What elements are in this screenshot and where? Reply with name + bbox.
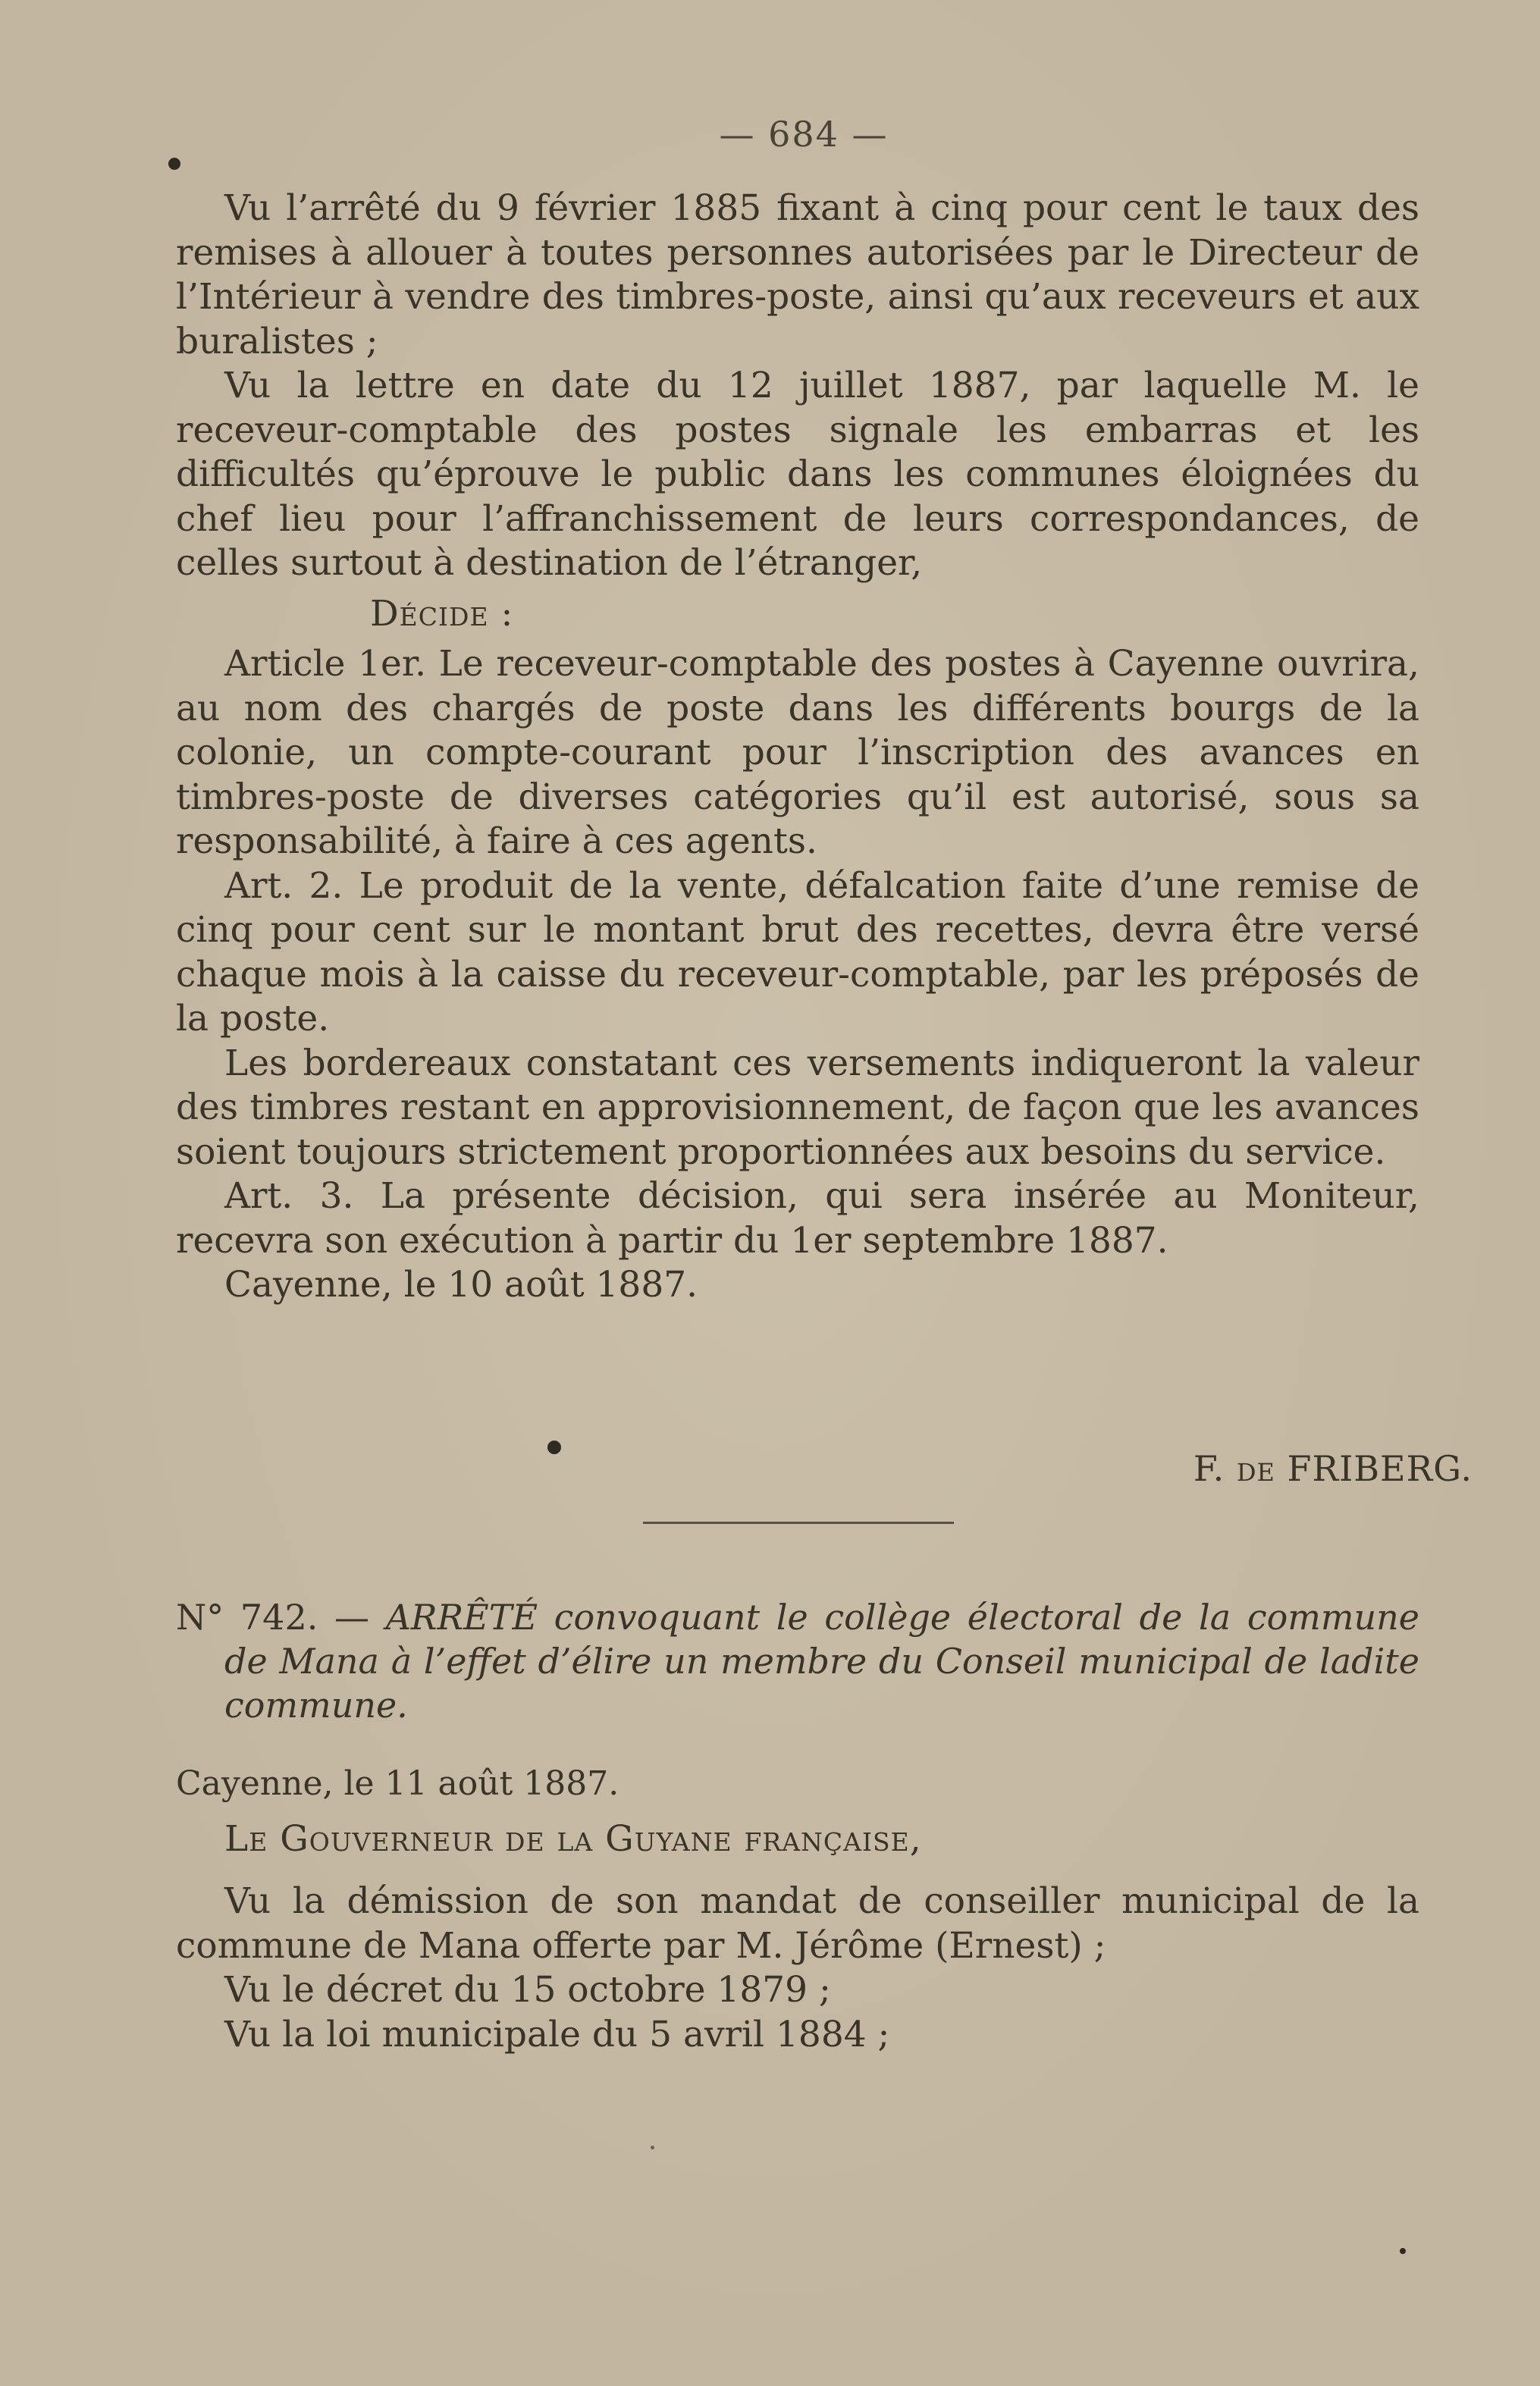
section-divider — [643, 1522, 954, 1524]
decision-body — [176, 187, 1419, 1308]
place-and-date: Cayenne, le 10 août 1887. — [224, 1264, 698, 1306]
considerant-lettre-1887: Vu la lettre en date du 12 juillet 1887, par laquelle M. le receveur-comptable des postes signale les embarras et les difficultés qu’éprouve le public dans les communes éloignées du chef lieu pour l’affranchissement de leurs correspondances, de celles surtout à destination de l’étranger, — [176, 365, 1419, 584]
ink-spot — [1400, 2248, 1406, 2254]
vu-loi-municipale: Vu la loi municipale du 5 avril 1884 ; — [224, 2013, 890, 2055]
ink-spot — [168, 158, 180, 170]
considerant-arrete-1885: Vu l’arrêté du 9 février 1885 fixant à cinq pour cent le taux des remises à allouer à toutes personnes autorisées par le Directeur de l’Intérieur à vendre des timbres-poste, ainsi qu’aux receveurs et aux buralistes ; — [176, 187, 1419, 362]
bordereaux-paragraph: Les bordereaux constatant ces versements indiqueront la valeur des timbres restant en approvisionnement, de façon que les avances soient toujours strictement proportionnées aux besoins du service. — [176, 1042, 1419, 1173]
article-1: Article 1er. Le receveur-comptable des postes à Cayenne ouvrira, au nom des chargés de poste dans les différents bourgs de la colonie, un compte-courant pour l’inscription des avances en timbres-poste de diverses catégories qu’il est autorisé, sous sa responsabilité, à faire à ces agents. — [176, 643, 1419, 862]
gouverneur-line: Le Gouverneur de la Guyane française, — [224, 1817, 922, 1860]
page-number: — 684 — — [719, 114, 889, 155]
vu-demission: Vu la démission de son mandat de conseiller municipal de la commune de Mana offerte par M. Jérôme (Ernest) ; — [176, 1880, 1419, 1967]
article-3: Art. 3. La présente décision, qui sera insérée au Moniteur, recevra son exécution à partir du 1er septembre 1887. — [176, 1175, 1419, 1262]
arrete-742 — [176, 1560, 1419, 2057]
signature: F. de FRIBERG. — [1193, 1448, 1473, 1489]
ink-spot — [651, 2146, 654, 2149]
decide-heading: Décide : — [370, 592, 514, 635]
arrete-heading — [176, 1595, 1419, 1727]
article-2: Art. 2. Le produit de la vente, défalcation faite d’une remise de cinq pour cent sur le montant brut des recettes, devra être versé chaque mois à la caisse du receveur-comptable, par les préposés de la poste. — [176, 864, 1419, 1039]
arrete-date: Cayenne, le 11 août 1887. — [176, 1764, 619, 1803]
arrete-number: N° 742. — — [176, 1597, 370, 1638]
arrete-title: ARRÊTÉ convoquant le collège électoral de la commune de Mana à l’effet d’élire un membre du Conseil municipal de ladite commune. — [224, 1597, 1419, 1726]
vu-decret: Vu le décret du 15 octobre 1879 ; — [224, 1969, 831, 2011]
